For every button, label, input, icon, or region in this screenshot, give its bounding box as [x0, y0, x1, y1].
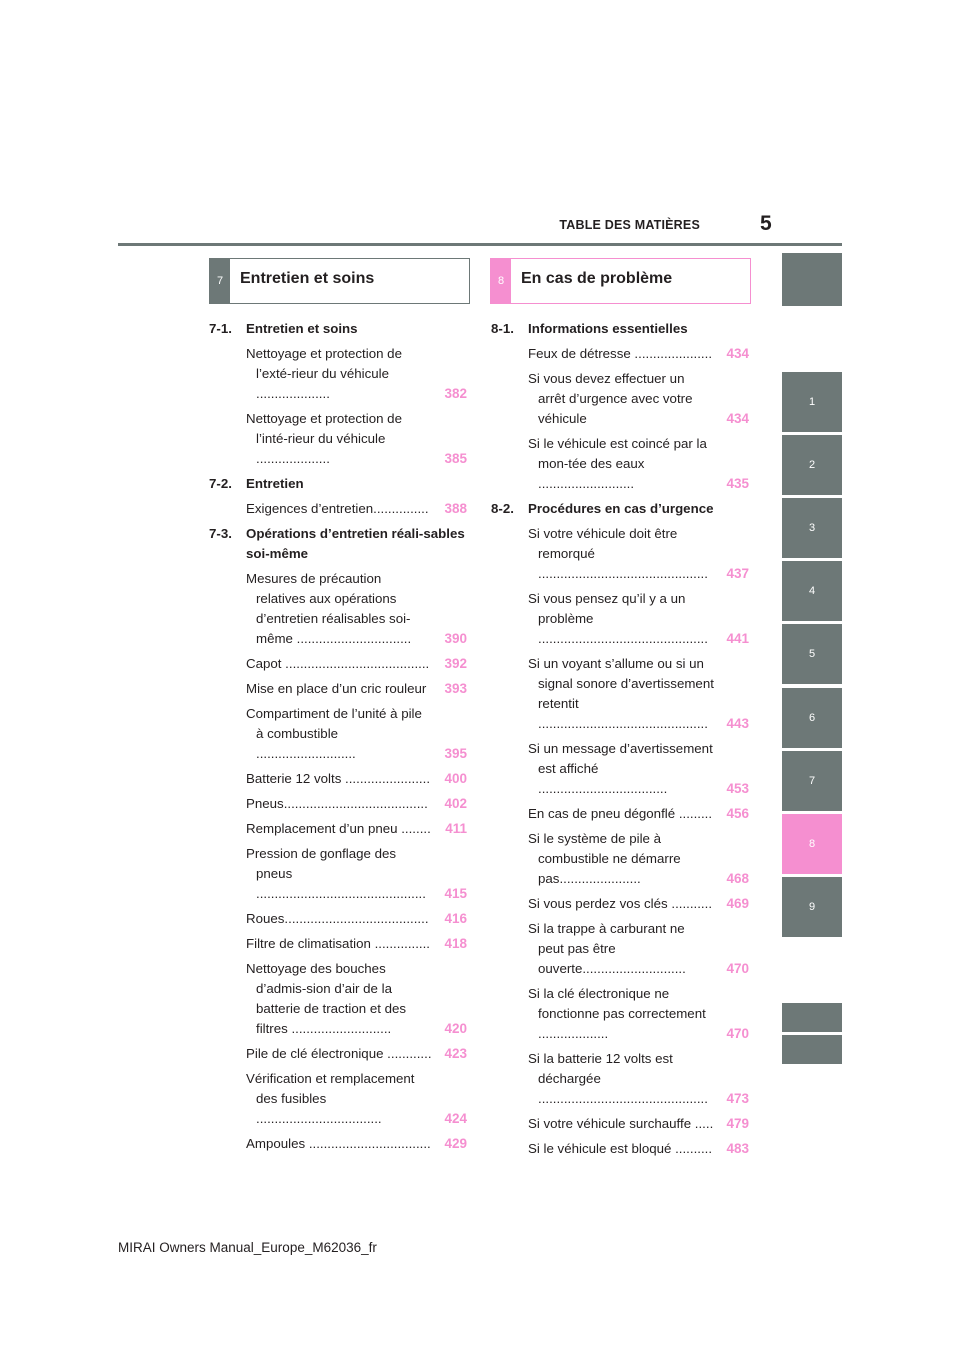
entry-page-link[interactable]: 483: [726, 1141, 749, 1156]
entry-text: Pneus.......................................: [246, 796, 428, 811]
toc-group-heading: [208, 474, 470, 494]
section-7-header: [209, 258, 470, 304]
entry-text: Si un voyant s’allume ou si un signal sonore d’avertissement retentit ..............................................: [528, 656, 714, 731]
toc-entry[interactable]: [490, 739, 752, 799]
entry-text: Vérification et remplacement des fusibles ..................................: [246, 1071, 415, 1126]
entry-text: Si la batterie 12 volts est déchargée ..............................................: [528, 1051, 708, 1106]
side-tab-blank-a[interactable]: [782, 1003, 842, 1032]
toc-entry[interactable]: [490, 654, 752, 734]
entry-page-link[interactable]: 443: [726, 716, 749, 731]
entry-page-link[interactable]: 434: [726, 411, 749, 426]
entry-text: Si votre véhicule doit être remorqué ..............................................: [528, 526, 708, 581]
group-number: 7-1.: [209, 321, 232, 336]
toc-entry[interactable]: [208, 679, 470, 699]
entry-page-link[interactable]: 393: [444, 681, 467, 696]
toc-entry[interactable]: [208, 959, 470, 1039]
toc-entry[interactable]: [490, 434, 752, 494]
toc-entry[interactable]: [208, 569, 470, 649]
entry-text: Roues.......................................: [246, 911, 429, 926]
entry-text: Mise en place d’un cric rouleur: [246, 681, 427, 696]
section-8-number: 8: [491, 259, 511, 303]
page-number: 5: [760, 212, 772, 235]
entry-text: Feux de détresse .....................: [528, 346, 713, 361]
toc-group: [208, 474, 470, 519]
toc-entry[interactable]: [490, 804, 752, 824]
toc-entry[interactable]: [490, 344, 752, 364]
side-tab-7[interactable]: 7: [782, 751, 842, 811]
entry-text: Si le véhicule est bloqué ..........: [528, 1141, 713, 1156]
entry-text: Capot .......................................: [246, 656, 430, 671]
toc-entry[interactable]: [490, 1049, 752, 1109]
group-title: Procédures en cas d’urgence: [528, 501, 714, 516]
entry-page-link[interactable]: 416: [444, 911, 467, 926]
toc-entry[interactable]: [490, 369, 752, 429]
entry-page-link[interactable]: 434: [726, 346, 749, 361]
side-tab-blank-b[interactable]: [782, 1035, 842, 1064]
entry-page-link[interactable]: 429: [444, 1136, 467, 1151]
entry-page-link[interactable]: 390: [444, 631, 467, 646]
toc-entry[interactable]: [208, 654, 470, 674]
entry-page-link[interactable]: 423: [444, 1046, 467, 1061]
entry-text: Si vous devez effectuer un arrêt d’urgence avec votre véhicule: [528, 371, 693, 426]
toc-entry[interactable]: [490, 894, 752, 914]
group-number: 7-3.: [209, 526, 232, 541]
side-tab-6[interactable]: 6: [782, 688, 842, 748]
toc-entry[interactable]: [490, 524, 752, 584]
toc-group: [490, 499, 752, 1159]
toc-entry[interactable]: [208, 844, 470, 904]
toc-entry[interactable]: [208, 909, 470, 929]
entry-text: Si votre véhicule surchauffe .....: [528, 1116, 714, 1131]
side-tab-2[interactable]: 2: [782, 435, 842, 495]
side-tab-9[interactable]: 9: [782, 877, 842, 937]
group-title: Informations essentielles: [528, 321, 688, 336]
entry-text: Remplacement d’un pneu ........: [246, 821, 431, 836]
entry-text: Filtre de climatisation ...............: [246, 936, 430, 951]
entry-text: Si le véhicule est coincé par la mon-tée des eaux ..........................: [528, 436, 707, 491]
toc-entry[interactable]: [208, 1044, 470, 1064]
toc-group-heading: [490, 499, 752, 519]
toc-entry[interactable]: [490, 1114, 752, 1134]
group-title: Entretien et soins: [246, 321, 358, 336]
entry-page-link[interactable]: 470: [726, 961, 749, 976]
toc-group-heading: [208, 319, 470, 339]
toc-entry[interactable]: [490, 829, 752, 889]
entry-page-link[interactable]: 456: [726, 806, 749, 821]
section-7-toc: [208, 319, 470, 1159]
entry-page-link[interactable]: 385: [444, 451, 467, 466]
toc-entry[interactable]: [490, 1139, 752, 1159]
side-tab-5[interactable]: 5: [782, 624, 842, 684]
toc-entry[interactable]: [490, 589, 752, 649]
toc-group-heading: [490, 319, 752, 339]
section-7-number: 7: [210, 259, 230, 303]
entry-page-link[interactable]: 402: [444, 796, 467, 811]
side-tab-blank-top[interactable]: [782, 253, 842, 306]
section-8-header: [490, 258, 751, 304]
toc-entry[interactable]: [208, 409, 470, 469]
entry-page-link[interactable]: 415: [444, 886, 467, 901]
toc-entry[interactable]: [208, 1069, 470, 1129]
section-8-toc: [490, 319, 752, 1164]
header-rule: [118, 243, 842, 246]
entry-page-link[interactable]: 395: [444, 746, 467, 761]
toc-entry[interactable]: [208, 934, 470, 954]
entry-text: Batterie 12 volts .......................: [246, 771, 431, 786]
entry-text: Nettoyage et protection de l’inté-rieur du véhicule ....................: [246, 411, 402, 466]
toc-entry[interactable]: [208, 769, 470, 789]
entry-page-link[interactable]: 453: [726, 781, 749, 796]
entry-text: En cas de pneu dégonflé .........: [528, 806, 713, 821]
toc-group-heading: [208, 524, 470, 564]
entry-page-link[interactable]: 473: [726, 1091, 749, 1106]
entry-text: Nettoyage des bouches d’admis-sion d’air de la batterie de traction et des filtres ...........................: [246, 961, 407, 1036]
group-title: Opérations d’entretien réali-sables soi-même: [246, 526, 465, 561]
entry-page-link[interactable]: 418: [444, 936, 467, 951]
side-tab-1[interactable]: 1: [782, 372, 842, 432]
entry-page-link[interactable]: 392: [444, 656, 467, 671]
entry-text: Exigences d’entretien...............: [246, 501, 429, 516]
entry-text: Si la clé électronique ne fonctionne pas correctement ...................: [528, 986, 706, 1041]
entry-text: Si le système de pile à combustible ne démarre pas......................: [528, 831, 681, 886]
side-tab-8[interactable]: 8: [782, 814, 842, 874]
toc-entry[interactable]: [490, 919, 752, 979]
group-number: 7-2.: [209, 476, 232, 491]
entry-text: Ampoules .................................: [246, 1136, 431, 1151]
entry-text: Mesures de précaution relatives aux opérations d’entretien réalisables soi-même ...............................: [246, 571, 412, 646]
group-number: 8-2.: [491, 501, 514, 516]
toc-entry[interactable]: [208, 794, 470, 814]
toc-group: [208, 524, 470, 1154]
footer-doc-id: MIRAI Owners Manual_Europe_M62036_fr: [118, 1240, 377, 1255]
entry-page-link[interactable]: 469: [726, 896, 749, 911]
entry-text: Si la trappe à carburant ne peut pas être ouverte............................: [528, 921, 686, 976]
entry-page-link[interactable]: 388: [444, 501, 467, 516]
entry-text: Compartiment de l’unité à pile à combustible ...........................: [246, 706, 422, 761]
toc-entry[interactable]: [208, 344, 470, 404]
toc-entry[interactable]: [208, 1134, 470, 1154]
entry-text: Si vous perdez vos clés ...........: [528, 896, 713, 911]
entry-page-link[interactable]: 420: [444, 1021, 467, 1036]
entry-page-link[interactable]: 382: [444, 386, 467, 401]
entry-page-link[interactable]: 441: [726, 631, 749, 646]
section-8-title: En cas de problème: [521, 269, 673, 287]
section-7-title: Entretien et soins: [240, 269, 375, 287]
entry-text: Nettoyage et protection de l’exté-rieur du véhicule ....................: [246, 346, 402, 401]
toc-entry[interactable]: [208, 819, 470, 839]
entry-page-link[interactable]: 470: [726, 1026, 749, 1041]
entry-page-link[interactable]: 411: [445, 821, 467, 836]
entry-page-link[interactable]: 400: [444, 771, 467, 786]
entry-page-link[interactable]: 479: [726, 1116, 749, 1131]
toc-group: [208, 319, 470, 469]
group-title: Entretien: [246, 476, 304, 491]
entry-text: Si vous pensez qu’il y a un problème ..............................................: [528, 591, 708, 646]
entry-text: Si un message d’avertissement est affiché ...................................: [528, 741, 713, 796]
header-title: TABLE DES MATIÈRES: [559, 218, 700, 232]
side-tab-4[interactable]: 4: [782, 561, 842, 621]
entry-page-link[interactable]: 437: [726, 566, 749, 581]
side-tab-3[interactable]: 3: [782, 498, 842, 558]
toc-entry[interactable]: [208, 499, 470, 519]
toc-entry[interactable]: [490, 984, 752, 1044]
entry-page-link[interactable]: 435: [726, 476, 749, 491]
entry-page-link[interactable]: 424: [444, 1111, 467, 1126]
entry-text: Pile de clé électronique ............: [246, 1046, 432, 1061]
entry-page-link[interactable]: 468: [726, 871, 749, 886]
entry-text: Pression de gonflage des pneus ..............................................: [246, 846, 426, 901]
toc-entry[interactable]: [208, 704, 470, 764]
toc-group: [490, 319, 752, 494]
group-number: 8-1.: [491, 321, 514, 336]
